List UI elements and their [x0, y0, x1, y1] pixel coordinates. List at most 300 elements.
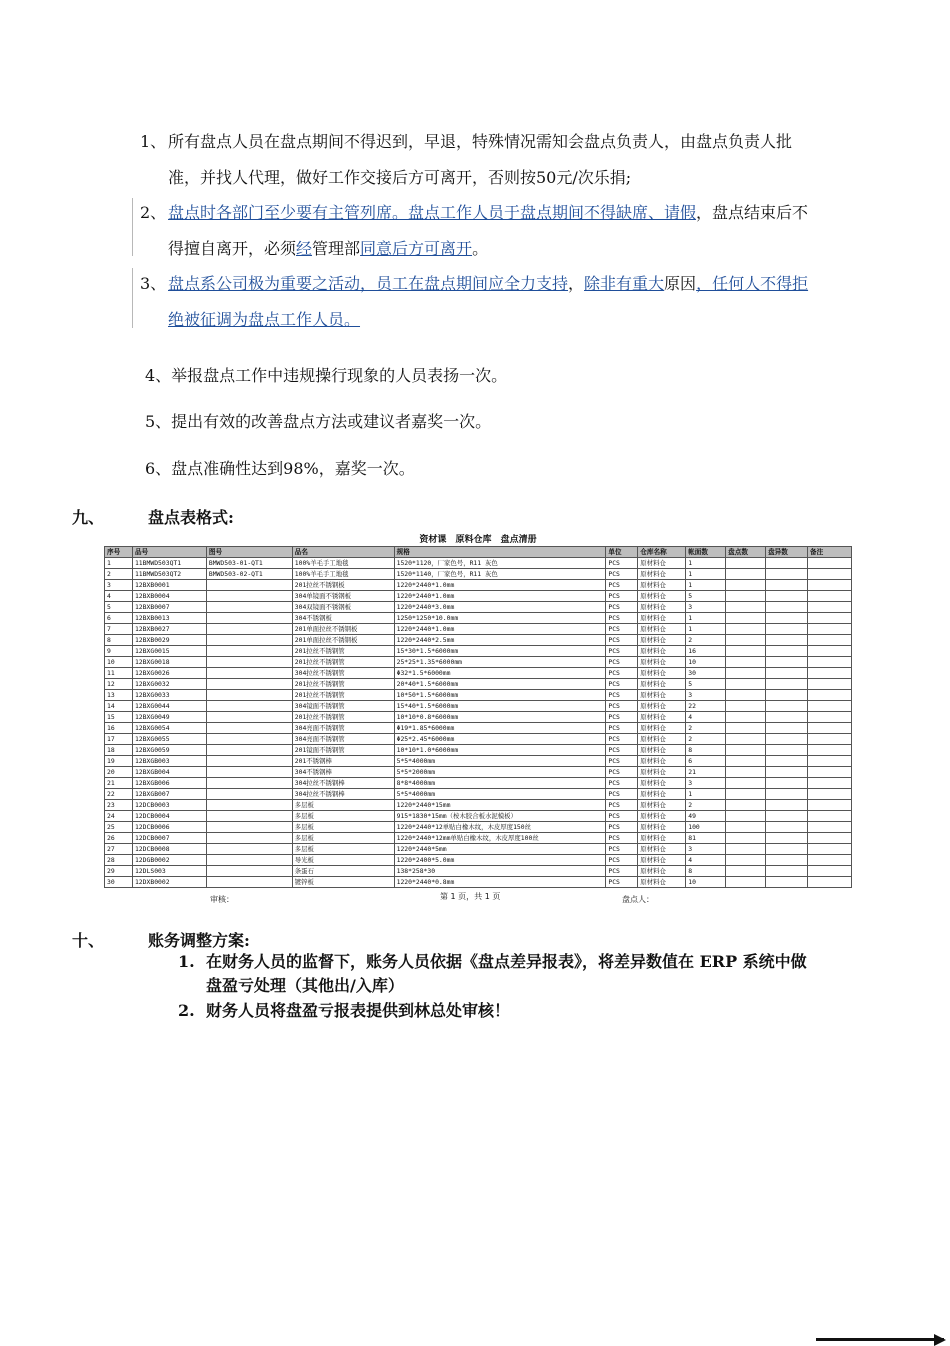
table-cell: 12BXG0015 — [132, 646, 206, 657]
table-cell: 304镜面不锈钢管 — [292, 701, 394, 712]
section-title: 账务调整方案: — [148, 931, 250, 950]
table-cell: 2 — [686, 635, 726, 646]
table-cell: BMWD503-01-QT1 — [206, 558, 292, 569]
table-cell: 20*40*1.5*6000mm — [394, 679, 606, 690]
table-cell: 原材料仓 — [638, 712, 686, 723]
table-cell — [206, 811, 292, 822]
table-cell: 25 — [105, 822, 133, 833]
table-cell: 原材料仓 — [638, 635, 686, 646]
table-cell — [206, 690, 292, 701]
rule-text — [168, 124, 818, 196]
table-cell — [766, 734, 808, 745]
table-cell: PCS — [606, 723, 638, 734]
revised-text: 除非有重大 — [584, 274, 665, 293]
table-cell: 多层板 — [292, 811, 394, 822]
table-cell: 304拉丝不锈钢棒 — [292, 789, 394, 800]
table-cell: 304拉丝不锈钢管 — [292, 668, 394, 679]
table-cell — [808, 690, 852, 701]
column-header: 规格 — [394, 547, 606, 558]
table-cell — [808, 778, 852, 789]
rule-text-segment: 。 — [472, 239, 489, 258]
table-cell: 3 — [686, 690, 726, 701]
page-indicator: 第 1 页，共 1 页 — [440, 892, 501, 901]
table-cell: 5 — [686, 679, 726, 690]
table-cell: 1 — [686, 558, 726, 569]
table-cell: 12DCB0003 — [132, 800, 206, 811]
table-cell: 原材料仓 — [638, 580, 686, 591]
table-row — [105, 569, 852, 580]
table-cell: 原材料仓 — [638, 756, 686, 767]
sheet-title-name: 盘点清册 — [500, 535, 537, 545]
item-text: 在财务人员的监督下，账务人员依据《盘点差异报表》，将差异数值在 ERP 系统中做盘盈亏处理（其他出/入库） — [206, 952, 807, 995]
table-cell — [808, 635, 852, 646]
table-cell — [206, 778, 292, 789]
table-cell — [766, 789, 808, 800]
column-header: 单位 — [606, 547, 638, 558]
table-cell: 2 — [105, 569, 133, 580]
table-cell: 10*10*0.8*6000mm — [394, 712, 606, 723]
table-cell: 原材料仓 — [638, 701, 686, 712]
table-cell: 原材料仓 — [638, 800, 686, 811]
table-cell — [206, 866, 292, 877]
table-cell — [766, 591, 808, 602]
table-cell: 12BXB0007 — [132, 602, 206, 613]
table-cell: PCS — [606, 877, 638, 888]
table-cell: 1220*2440*5mm — [394, 844, 606, 855]
table-cell — [726, 734, 766, 745]
table-cell: 原材料仓 — [638, 877, 686, 888]
table-cell: 1220*2440*12单贴白橡木纹，木皮厚度150丝 — [394, 822, 606, 833]
table-cell — [808, 723, 852, 734]
table-cell — [766, 877, 808, 888]
table-cell: 201不锈钢棒 — [292, 756, 394, 767]
table-cell: 21 — [105, 778, 133, 789]
table-cell: 原材料仓 — [638, 602, 686, 613]
table-cell: PCS — [606, 734, 638, 745]
table-cell — [206, 822, 292, 833]
table-row — [105, 712, 852, 723]
table-cell: PCS — [606, 855, 638, 866]
table-cell: PCS — [606, 778, 638, 789]
table-cell: 12BXG0033 — [132, 690, 206, 701]
table-cell: 8 — [105, 635, 133, 646]
table-cell — [808, 701, 852, 712]
table-cell: 原材料仓 — [638, 569, 686, 580]
table-cell: 4 — [686, 712, 726, 723]
table-cell: 13 — [105, 690, 133, 701]
table-row — [105, 789, 852, 800]
table-cell: PCS — [606, 767, 638, 778]
table-cell — [766, 657, 808, 668]
table-cell — [808, 646, 852, 657]
table-cell — [808, 877, 852, 888]
table-cell: 100 — [686, 822, 726, 833]
table-cell — [726, 602, 766, 613]
table-cell: 304亮面不锈钢管 — [292, 723, 394, 734]
table-cell: 12 — [105, 679, 133, 690]
table-cell — [766, 635, 808, 646]
table-cell: 1220*2440*0.8mm — [394, 877, 606, 888]
table-cell — [766, 800, 808, 811]
table-cell: 1520*1120，厂家色号，R11 灰色 — [394, 558, 606, 569]
table-cell — [766, 646, 808, 657]
table-cell: 201拉丝不锈钢管 — [292, 646, 394, 657]
table-cell — [726, 822, 766, 833]
table-cell — [726, 624, 766, 635]
table-cell — [726, 558, 766, 569]
table-cell — [726, 811, 766, 822]
table-cell — [766, 569, 808, 580]
table-cell: PCS — [606, 712, 638, 723]
table-cell — [726, 591, 766, 602]
table-cell — [766, 602, 808, 613]
table-cell: 12BXB0001 — [132, 580, 206, 591]
table-cell: 304亮面不锈钢管 — [292, 734, 394, 745]
table-cell: 1220*2440*12mm单贴白橡木纹，木皮厚度100丝 — [394, 833, 606, 844]
table-cell: 12BXG0044 — [132, 701, 206, 712]
table-cell: 17 — [105, 734, 133, 745]
rule-text — [168, 195, 818, 267]
table-cell: 11BMWD503QT2 — [132, 569, 206, 580]
table-cell — [808, 679, 852, 690]
table-cell: 6 — [105, 613, 133, 624]
table-cell: 原材料仓 — [638, 789, 686, 800]
table-cell: 5 — [686, 591, 726, 602]
table-cell: PCS — [606, 679, 638, 690]
column-header: 品号 — [132, 547, 206, 558]
table-cell — [206, 591, 292, 602]
table-cell: 10 — [686, 657, 726, 668]
table-cell: 26 — [105, 833, 133, 844]
table-cell — [766, 866, 808, 877]
table-cell — [726, 613, 766, 624]
table-cell: 12BXG0018 — [132, 657, 206, 668]
table-row — [105, 668, 852, 679]
table-cell — [206, 701, 292, 712]
table-header-row — [105, 547, 852, 558]
table-cell: PCS — [606, 558, 638, 569]
table-row — [105, 866, 852, 877]
table-cell — [206, 602, 292, 613]
table-cell — [206, 613, 292, 624]
table-cell: Φ19*1.85*6000mm — [394, 723, 606, 734]
table-cell: PCS — [606, 668, 638, 679]
table-cell: 原材料仓 — [638, 822, 686, 833]
table-cell: 原材料仓 — [638, 646, 686, 657]
table-cell: 304拉丝不锈钢棒 — [292, 778, 394, 789]
table-cell — [726, 668, 766, 679]
table-cell: 30 — [105, 877, 133, 888]
table-cell: PCS — [606, 701, 638, 712]
table-cell: PCS — [606, 635, 638, 646]
table-cell — [808, 745, 852, 756]
table-cell: 8 — [686, 745, 726, 756]
table-cell — [766, 558, 808, 569]
rule-text — [168, 266, 818, 338]
table-cell: 49 — [686, 811, 726, 822]
table-cell — [726, 635, 766, 646]
table-cell — [206, 624, 292, 635]
table-cell: 12BXG0049 — [132, 712, 206, 723]
column-header: 备注 — [808, 547, 852, 558]
table-cell — [206, 844, 292, 855]
sheet-title-dept: 资材课 — [419, 535, 447, 545]
table-cell — [766, 624, 808, 635]
table-cell: 12DXB0002 — [132, 877, 206, 888]
table-cell — [206, 767, 292, 778]
table-row — [105, 657, 852, 668]
table-cell — [206, 580, 292, 591]
table-cell: 12BXG0026 — [132, 668, 206, 679]
table-row — [105, 679, 852, 690]
rule-text-segment: ， — [568, 274, 585, 293]
table-cell: 201拉丝不锈钢管 — [292, 657, 394, 668]
table-cell: 12DCB0006 — [132, 822, 206, 833]
table-cell — [766, 811, 808, 822]
rule-text-segment: 所有盘点人员在盘点期间不得迟到，早退，特殊情况需知会盘点负责人，由盘点负责人批准，并找人代理，做好工作交接后方可离开，否则按50元/次乐捐; — [168, 132, 793, 187]
table-cell — [726, 712, 766, 723]
rule-6: 6、盘点准确性达到98%，嘉奖一次。 — [145, 459, 415, 478]
table-cell: 1 — [686, 624, 726, 635]
table-cell: 304双镜面不锈钢板 — [292, 602, 394, 613]
table-cell: 1 — [686, 613, 726, 624]
table-cell: PCS — [606, 756, 638, 767]
column-header: 品名 — [292, 547, 394, 558]
rule-text-segment: ，盘点结束后不得擅自离开，必须 — [168, 203, 809, 258]
column-header: 盘点数 — [726, 547, 766, 558]
table-cell: PCS — [606, 789, 638, 800]
table-cell: 3 — [686, 844, 726, 855]
table-cell: 201拉丝不锈钢管 — [292, 690, 394, 701]
table-cell: 100%羊毛手工地毯 — [292, 569, 394, 580]
table-cell: 原材料仓 — [638, 657, 686, 668]
table-cell — [766, 613, 808, 624]
page-arrow-line — [816, 1338, 944, 1341]
table-cell: 12BXG0055 — [132, 734, 206, 745]
table-cell: 304不锈钢棒 — [292, 767, 394, 778]
table-cell — [766, 679, 808, 690]
table-cell — [808, 602, 852, 613]
table-cell: 3 — [686, 778, 726, 789]
table-cell: PCS — [606, 580, 638, 591]
table-cell: 多层板 — [292, 822, 394, 833]
table-cell: 6 — [686, 756, 726, 767]
table-cell — [808, 811, 852, 822]
table-cell — [766, 778, 808, 789]
table-cell: 4 — [105, 591, 133, 602]
rule-4: 4、举报盘点工作中违规操行现象的人员表扬一次。 — [145, 366, 508, 385]
table-cell: 10 — [686, 877, 726, 888]
table-cell — [766, 756, 808, 767]
table-cell: 12BXGB007 — [132, 789, 206, 800]
table-cell — [726, 756, 766, 767]
item-number: 1. — [178, 952, 195, 971]
table-cell: 4 — [686, 855, 726, 866]
table-cell — [206, 723, 292, 734]
table-cell: 12BXGB003 — [132, 756, 206, 767]
table-cell — [726, 569, 766, 580]
table-cell: PCS — [606, 745, 638, 756]
section-number: 九、 — [72, 508, 105, 527]
arrow-right-icon — [934, 1334, 946, 1346]
table-cell: 原材料仓 — [638, 778, 686, 789]
table-cell — [726, 767, 766, 778]
table-cell — [766, 767, 808, 778]
table-cell — [808, 833, 852, 844]
table-cell: 27 — [105, 844, 133, 855]
table-cell: 15 — [105, 712, 133, 723]
table-cell — [808, 866, 852, 877]
table-row — [105, 613, 852, 624]
table-cell: 16 — [105, 723, 133, 734]
rule-number: 2、 — [140, 203, 167, 222]
table-cell — [808, 558, 852, 569]
table-cell: 19 — [105, 756, 133, 767]
table-cell: 201单面拉丝不锈钢板 — [292, 624, 394, 635]
table-cell: 2 — [686, 734, 726, 745]
stocktake-table — [104, 546, 852, 888]
table-cell: 1220*2440*3.0mm — [394, 602, 606, 613]
table-cell — [808, 657, 852, 668]
table-cell — [808, 844, 852, 855]
table-cell — [808, 569, 852, 580]
table-cell: Φ25*2.45*6000mm — [394, 734, 606, 745]
table-cell: 7 — [105, 624, 133, 635]
table-cell: 201拉丝不锈钢管 — [292, 679, 394, 690]
table-cell — [726, 800, 766, 811]
table-cell: 11BMWD503QT1 — [132, 558, 206, 569]
table-cell — [808, 668, 852, 679]
table-cell: 原材料仓 — [638, 558, 686, 569]
table-cell: PCS — [606, 811, 638, 822]
table-cell: 原材料仓 — [638, 833, 686, 844]
table-cell — [726, 833, 766, 844]
table-cell — [206, 657, 292, 668]
table-cell — [808, 624, 852, 635]
table-cell: 8*8*4000mm — [394, 778, 606, 789]
section-title: 盘点表格式: — [148, 508, 234, 527]
revised-text: 经 — [296, 239, 313, 258]
table-cell: 多层板 — [292, 800, 394, 811]
table-row — [105, 822, 852, 833]
table-cell: 10*10*1.0*6000mm — [394, 745, 606, 756]
table-cell — [726, 580, 766, 591]
table-cell — [766, 844, 808, 855]
rule-5: 5、提出有效的改善盘点方法或建议者嘉奖一次。 — [145, 412, 492, 431]
table-cell: 多层板 — [292, 833, 394, 844]
table-cell: 24 — [105, 811, 133, 822]
table-cell: 5*5*4000mm — [394, 756, 606, 767]
reviewer-label: 审核： — [210, 895, 234, 904]
table-row — [105, 855, 852, 866]
table-row — [105, 877, 852, 888]
table-cell: 12BXGB004 — [132, 767, 206, 778]
table-cell — [206, 745, 292, 756]
table-cell: 12BXG0054 — [132, 723, 206, 734]
table-cell: 原材料仓 — [638, 855, 686, 866]
table-cell: 11 — [105, 668, 133, 679]
table-cell: 16 — [686, 646, 726, 657]
table-cell: 2 — [686, 800, 726, 811]
item-text: 财务人员将盘盈亏报表提供到林总处审核！ — [206, 1001, 511, 1020]
table-row — [105, 558, 852, 569]
table-cell: PCS — [606, 602, 638, 613]
table-cell — [206, 789, 292, 800]
table-cell — [808, 613, 852, 624]
table-cell: 原材料仓 — [638, 723, 686, 734]
table-cell — [766, 580, 808, 591]
table-cell: 8 — [686, 866, 726, 877]
table-cell: 条蛋石 — [292, 866, 394, 877]
revised-text: 盘点系公司极为重要之活动，员工在盘点期间应全力支持 — [168, 274, 569, 293]
table-cell — [726, 877, 766, 888]
table-row — [105, 701, 852, 712]
table-row — [105, 767, 852, 778]
table-cell: 5*5*2000mm — [394, 767, 606, 778]
revised-text: 盘点时各部门至少要有主管列席。盘点工作人员于盘点期间不得缺席、请假 — [168, 203, 697, 222]
table-cell — [206, 635, 292, 646]
table-cell — [808, 822, 852, 833]
table-cell — [206, 877, 292, 888]
table-cell — [726, 690, 766, 701]
table-cell: 201拉丝不锈钢管 — [292, 712, 394, 723]
table-cell: 23 — [105, 800, 133, 811]
table-cell — [808, 855, 852, 866]
sheet-title — [104, 532, 852, 545]
table-cell — [808, 712, 852, 723]
table-cell: PCS — [606, 646, 638, 657]
table-cell: PCS — [606, 657, 638, 668]
table-cell: PCS — [606, 844, 638, 855]
table-cell: 1250*1250*10.0mm — [394, 613, 606, 624]
stocktake-sheet — [104, 532, 852, 908]
table-cell: 3 — [686, 602, 726, 613]
table-cell: 1 — [105, 558, 133, 569]
table-row — [105, 580, 852, 591]
table-cell — [726, 646, 766, 657]
table-cell — [766, 690, 808, 701]
table-row — [105, 690, 852, 701]
table-cell: 3 — [105, 580, 133, 591]
table-cell: PCS — [606, 624, 638, 635]
table-cell — [726, 844, 766, 855]
table-cell: PCS — [606, 822, 638, 833]
table-cell: PCS — [606, 569, 638, 580]
table-cell: 201单面拉丝不锈钢板 — [292, 635, 394, 646]
table-cell: 100%羊毛手工地毯 — [292, 558, 394, 569]
table-cell: 原材料仓 — [638, 679, 686, 690]
table-cell: 12DCB0008 — [132, 844, 206, 855]
table-cell: 原材料仓 — [638, 613, 686, 624]
table-cell — [766, 745, 808, 756]
table-cell — [766, 833, 808, 844]
table-cell — [206, 679, 292, 690]
table-cell: 30 — [686, 668, 726, 679]
table-cell — [206, 800, 292, 811]
table-row — [105, 635, 852, 646]
table-cell: 304单镜面不锈钢板 — [292, 591, 394, 602]
table-cell: 12DCB0004 — [132, 811, 206, 822]
table-row — [105, 811, 852, 822]
table-cell — [808, 800, 852, 811]
table-cell: 915*1830*15mm（桉木胶合板水泥模板） — [394, 811, 606, 822]
table-cell: PCS — [606, 690, 638, 701]
table-cell: 12DGB0002 — [132, 855, 206, 866]
table-cell: 14 — [105, 701, 133, 712]
table-cell: 原材料仓 — [638, 866, 686, 877]
table-cell: 10*50*1.5*6000mm — [394, 690, 606, 701]
table-row — [105, 756, 852, 767]
